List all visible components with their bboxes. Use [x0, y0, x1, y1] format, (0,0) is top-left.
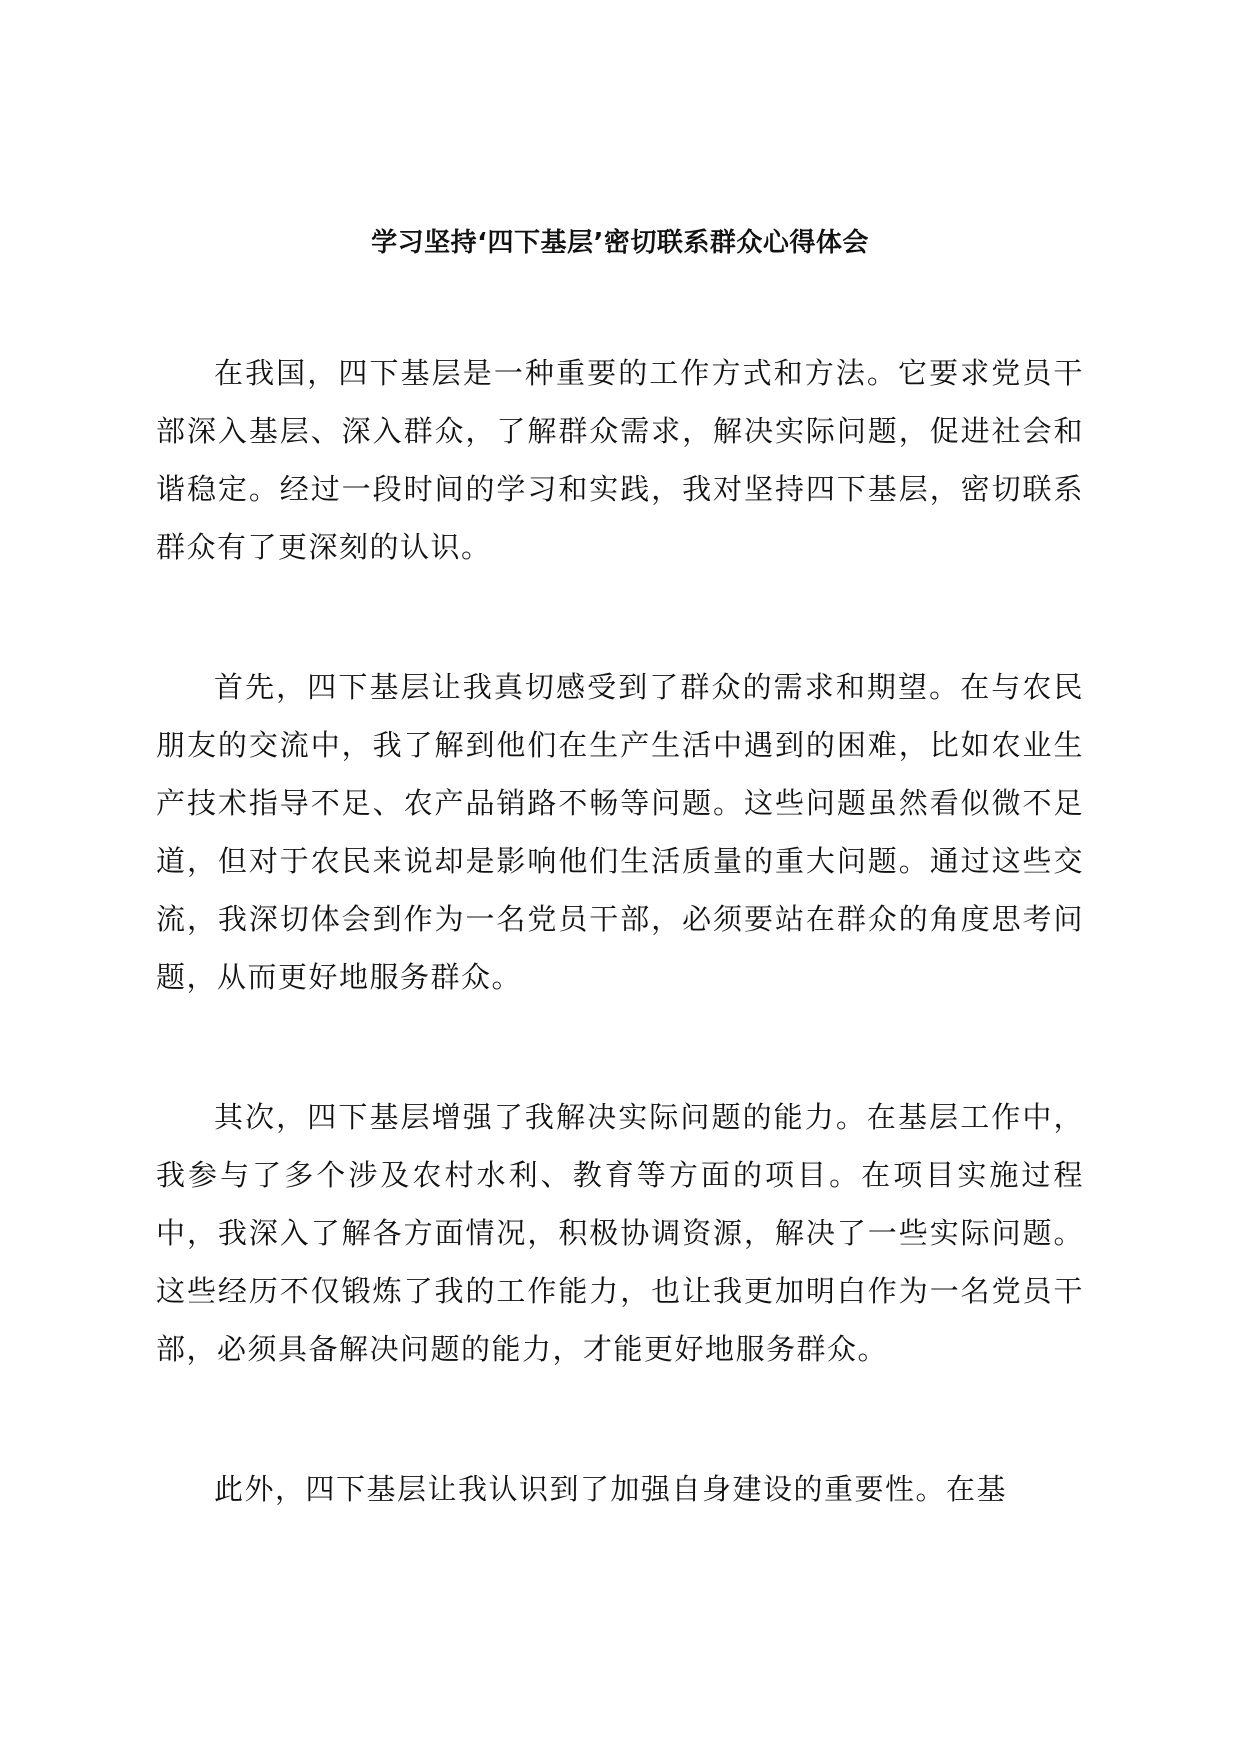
paragraph-third: 此外，四下基层让我认识到了加强自身建设的重要性。在基 — [214, 1472, 1008, 1506]
paragraph-intro: 在我国，四下基层是一种重要的工作方式和方法。它要求党员干部深入基层、深入群众，了解群众需求，解决实际问题，促进社会和谐稳定。经过一段时间的学习和实践，我对坚持四下基层，密切联系群众有了更深刻的认识。 — [156, 356, 1084, 564]
document-title: 学习坚持‘四下基层’密切联系群众心得体会 — [371, 228, 869, 258]
document-body — [156, 344, 1084, 1600]
paragraph-second: 其次，四下基层增强了我解决实际问题的能力。在基层工作中，我参与了多个涉及农村水利、教育等方面的项目。在项目实施过程中，我深入了解各方面情况，积极协调资源，解决了一些实际问题。这些经历不仅锻炼了我的工作能力，也让我更加明白作为一名党员干部，必须具备解决问题的能力，才能更好地服务群众。 — [156, 1100, 1084, 1366]
paragraph-first: 首先，四下基层让我真切感受到了群众的需求和期望。在与农民朋友的交流中，我了解到他们在生产生活中遇到的困难，比如农业生产技术指导不足、农产品销路不畅等问题。这些问题虽然看似微不足道，但对于农民来说却是影响他们生活质量的重大问题。通过这些交流，我深切体会到作为一名党员干部，必须要站在群众的角度思考问题，从而更好地服务群众。 — [156, 670, 1084, 994]
